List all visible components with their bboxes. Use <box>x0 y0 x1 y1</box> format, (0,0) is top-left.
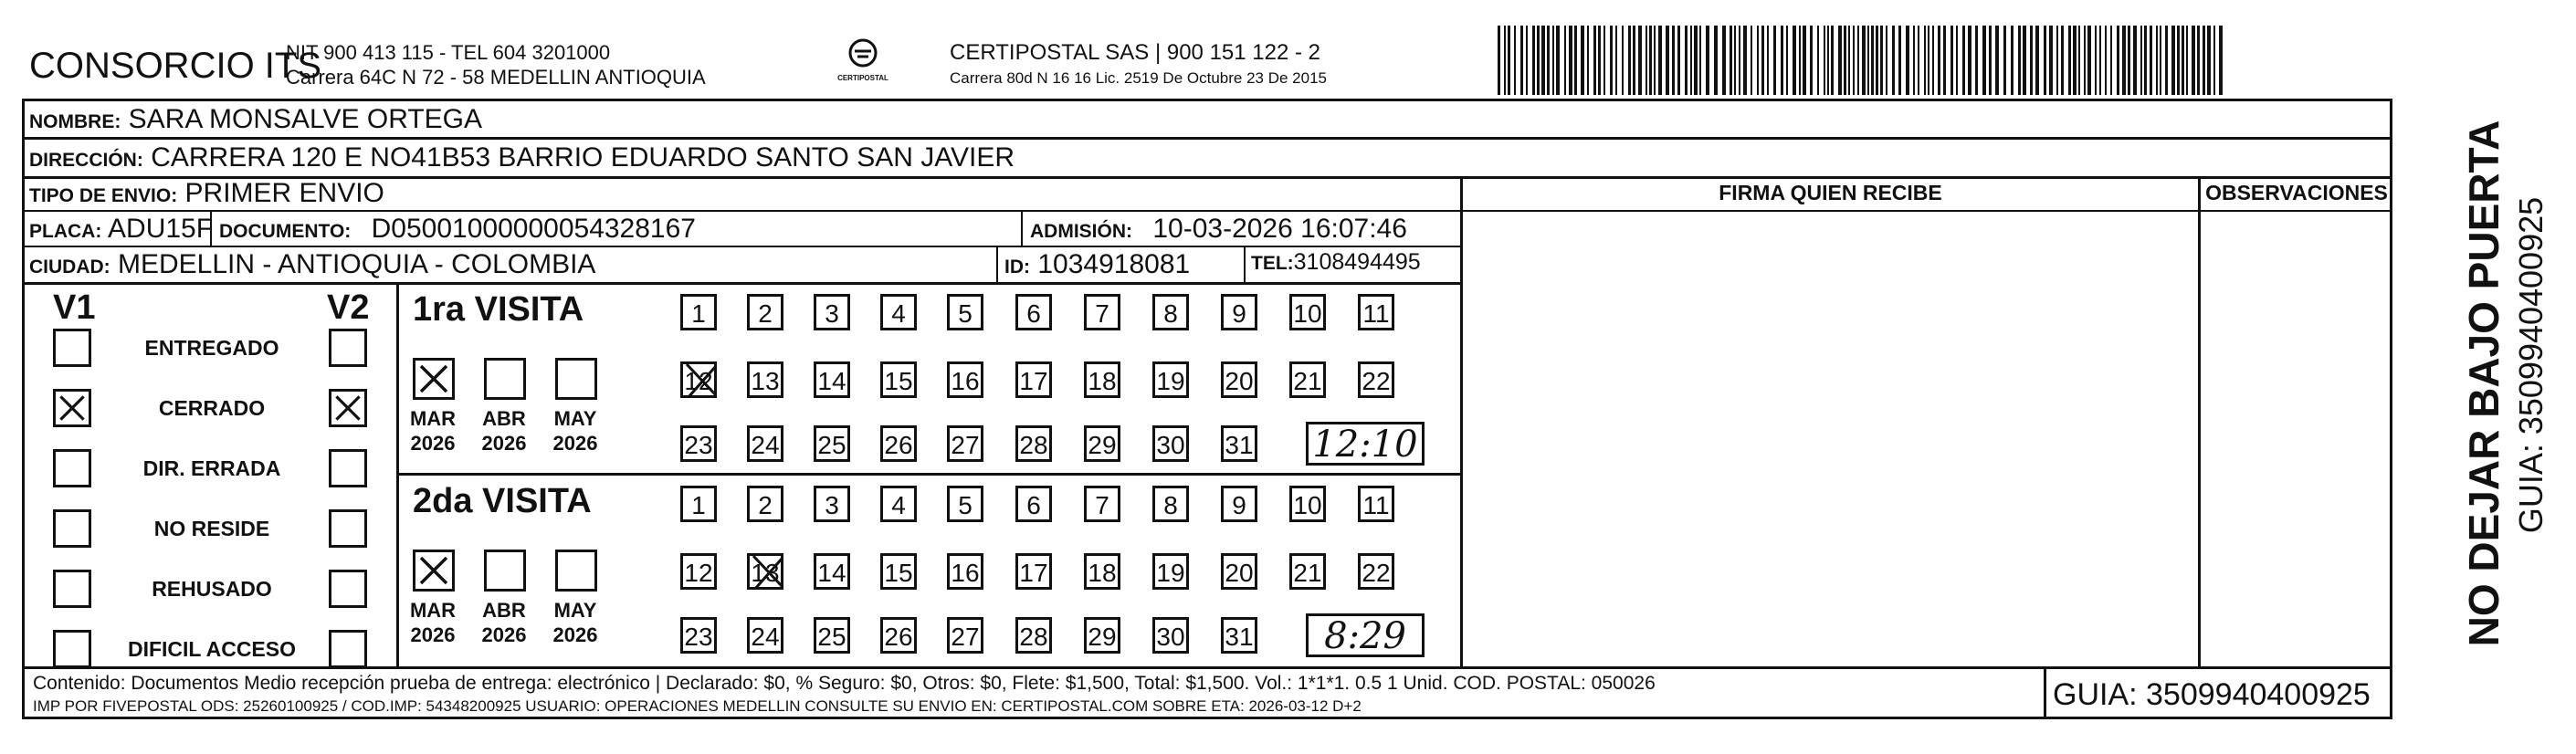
day-box[interactable]: 20 <box>1221 553 1257 590</box>
side-warning: NO DEJAR BAJO PUERTA <box>2460 120 2508 647</box>
day-box[interactable]: 7 <box>1084 294 1120 330</box>
document-number: D05001000000054328167 <box>371 214 696 244</box>
v2-checkbox[interactable] <box>329 389 367 427</box>
status-label: CERRADO <box>158 396 266 420</box>
day-box[interactable]: 26 <box>880 425 917 462</box>
day-box[interactable]: 21 <box>1289 553 1326 590</box>
company-address: Carrera 64C N 72 - 58 MEDELLIN ANTIOQUIA <box>286 66 706 89</box>
shipment-type: PRIMER ENVIO <box>184 178 384 208</box>
day-box[interactable]: 3 <box>814 486 850 522</box>
v2-checkbox[interactable] <box>329 329 367 367</box>
status-label: REHUSADO <box>152 577 272 601</box>
visit-title: 2da VISITA <box>413 482 592 520</box>
admission-date: 10-03-2026 16:07:46 <box>1152 214 1407 244</box>
day-box[interactable]: 5 <box>947 294 983 330</box>
day-box[interactable]: 8 <box>1152 486 1189 522</box>
year-label: 2026 <box>481 623 527 646</box>
day-box[interactable]: 9 <box>1221 486 1257 522</box>
v2-checkbox[interactable] <box>329 570 367 608</box>
carrier-detail: Carrera 80d N 16 16 Lic. 2519 De Octubre 23 De 2015 <box>950 69 1327 87</box>
day-box[interactable]: 26 <box>880 617 917 654</box>
year-label: 2026 <box>410 623 456 646</box>
ciudad-label: CIUDAD: <box>29 257 110 278</box>
v1-checkbox[interactable] <box>53 449 91 487</box>
id-label: ID: <box>1004 257 1030 278</box>
day-box[interactable]: 13 <box>747 553 783 590</box>
day-box[interactable]: 19 <box>1152 553 1189 590</box>
day-box[interactable]: 8 <box>1152 294 1189 330</box>
day-box[interactable]: 22 <box>1358 361 1394 398</box>
firma-header: FIRMA QUIEN RECIBE <box>1719 181 1942 204</box>
day-box[interactable]: 14 <box>814 361 850 398</box>
visit-title: 1ra VISITA <box>413 290 584 329</box>
status-label: NO RESIDE <box>153 517 270 540</box>
day-box[interactable]: 28 <box>1015 425 1052 462</box>
imp-text: IMP POR FIVEPOSTAL ODS: 25260100925 / COD.IMP: 54348200925 USUARIO: OPERACIONES MEDELLIN CONSULTE SU ENVIO EN: CERTIPOSTAL.COM SOBRE ETA: 2026-03-12 D+2 <box>33 697 1362 715</box>
day-box[interactable]: 16 <box>947 361 983 398</box>
month-label: ABR <box>482 599 526 622</box>
day-box[interactable]: 17 <box>1015 361 1052 398</box>
v1-checkbox[interactable] <box>53 570 91 608</box>
day-box[interactable]: 1 <box>680 294 717 330</box>
day-box[interactable]: 25 <box>814 425 850 462</box>
v1-checkbox[interactable] <box>53 389 91 427</box>
company-name: CONSORCIO ITS <box>29 46 322 86</box>
day-box[interactable]: 22 <box>1358 553 1394 590</box>
day-box[interactable]: 25 <box>814 617 850 654</box>
day-box[interactable]: 2 <box>747 486 783 522</box>
recipient-name: SARA MONSALVE ORTEGA <box>128 104 483 134</box>
day-box[interactable]: 20 <box>1221 361 1257 398</box>
handwritten-time: 12:10 <box>1312 424 1418 466</box>
day-box[interactable]: 2 <box>747 294 783 330</box>
day-box[interactable]: 11 <box>1358 486 1394 522</box>
day-box[interactable]: 19 <box>1152 361 1189 398</box>
day-box[interactable]: 31 <box>1221 617 1257 654</box>
v1-checkbox[interactable] <box>53 509 91 548</box>
day-box[interactable]: 17 <box>1015 553 1052 590</box>
contenido-text: Contenido: Documentos Medio recepción prueba de entrega: electrónico | Declarado: $0, % Seguro: $0, Otros: $0, Flete: $1,500, Total: $1,500. Vol.: 1*1*1. 0.5 1 Unid. COD. POSTAL: 050026 <box>33 673 1656 694</box>
tel-label: TEL: <box>1251 253 1294 274</box>
day-box[interactable]: 18 <box>1084 553 1120 590</box>
day-box[interactable]: 21 <box>1289 361 1326 398</box>
day-box[interactable]: 3 <box>814 294 850 330</box>
day-box[interactable]: 29 <box>1084 425 1120 462</box>
recipient-address: CARRERA 120 E NO41B53 BARRIO EDUARDO SANTO SAN JAVIER <box>151 142 1015 173</box>
month-checkbox[interactable] <box>555 550 597 592</box>
day-box[interactable]: 29 <box>1084 617 1120 654</box>
day-box[interactable]: 30 <box>1152 617 1189 654</box>
month-label: MAR <box>409 599 457 622</box>
day-box[interactable]: 27 <box>947 425 983 462</box>
v1-checkbox[interactable] <box>53 630 91 668</box>
v1-checkbox[interactable] <box>53 329 91 367</box>
nombre-label: NOMBRE: <box>29 111 121 132</box>
city: MEDELLIN - ANTIOQUIA - COLOMBIA <box>118 249 596 279</box>
day-box[interactable]: 15 <box>880 553 917 590</box>
year-label: 2026 <box>552 623 598 646</box>
day-box[interactable]: 24 <box>747 617 783 654</box>
day-box[interactable]: 7 <box>1084 486 1120 522</box>
day-box[interactable]: 18 <box>1084 361 1120 398</box>
day-box[interactable]: 4 <box>880 294 917 330</box>
day-box[interactable]: 5 <box>947 486 983 522</box>
year-label: 2026 <box>410 432 456 455</box>
handwritten-time: 8:29 <box>1324 615 1406 657</box>
day-box[interactable]: 10 <box>1289 486 1326 522</box>
day-box[interactable]: 23 <box>680 617 717 654</box>
day-box[interactable]: 12 <box>680 553 717 590</box>
footer-guia: GUIA: 3509940400925 <box>2053 677 2371 712</box>
day-box[interactable]: 23 <box>680 425 717 462</box>
month-checkbox[interactable] <box>555 358 597 400</box>
status-label: DIFICIL ACCESO <box>127 637 296 661</box>
direccion-label: DIRECCIÓN: <box>29 150 143 171</box>
day-box[interactable]: 16 <box>947 553 983 590</box>
month-label: MAY <box>553 407 597 430</box>
day-box[interactable]: 12 <box>680 361 717 398</box>
day-box[interactable]: 10 <box>1289 294 1326 330</box>
day-box[interactable]: 4 <box>880 486 917 522</box>
tipo-label: TIPO DE ENVIO: <box>29 185 178 206</box>
day-box[interactable]: 6 <box>1015 294 1052 330</box>
placa-label: PLACA: <box>29 221 102 242</box>
documento-label: DOCUMENTO: <box>219 221 352 242</box>
month-checkbox[interactable] <box>484 358 526 400</box>
recipient-phone: 3108494495 <box>1293 249 1421 275</box>
year-label: 2026 <box>481 432 527 455</box>
day-box[interactable]: 27 <box>947 617 983 654</box>
observaciones-header: OBSERVACIONES <box>2205 181 2388 204</box>
month-label: ABR <box>482 407 526 430</box>
day-box[interactable]: 9 <box>1221 294 1257 330</box>
month-label: MAR <box>409 407 457 430</box>
day-box[interactable]: 1 <box>680 486 717 522</box>
year-label: 2026 <box>552 432 598 455</box>
month-label: MAY <box>553 599 597 622</box>
v2-checkbox[interactable] <box>329 630 367 668</box>
v2-checkbox[interactable] <box>329 449 367 487</box>
day-box[interactable]: 6 <box>1015 486 1052 522</box>
day-box[interactable]: 14 <box>814 553 850 590</box>
company-nit: NIT 900 413 115 - TEL 604 3201000 <box>286 41 611 64</box>
logo-text: CERTIPOSTAL <box>837 74 888 82</box>
side-guia: GUIA: 3509940400925 <box>2512 196 2550 534</box>
v2-checkbox[interactable] <box>329 509 367 548</box>
month-checkbox[interactable] <box>484 550 526 592</box>
month-checkbox[interactable] <box>413 358 455 400</box>
admision-label: ADMISIÓN: <box>1030 221 1132 242</box>
day-box[interactable]: 24 <box>747 425 783 462</box>
certipostal-logo-icon <box>826 37 899 91</box>
day-box[interactable]: 11 <box>1358 294 1394 330</box>
barcode <box>1498 26 2228 95</box>
v2-header: V2 <box>327 288 370 327</box>
day-box[interactable]: 30 <box>1152 425 1189 462</box>
v1-header: V1 <box>53 288 96 327</box>
carrier-name: CERTIPOSTAL SAS | 900 151 122 - 2 <box>950 40 1320 65</box>
month-checkbox[interactable] <box>413 550 455 592</box>
day-box[interactable]: 15 <box>880 361 917 398</box>
status-label: ENTREGADO <box>144 336 279 360</box>
status-label: DIR. ERRADA <box>142 456 281 480</box>
day-box[interactable]: 13 <box>747 361 783 398</box>
day-box[interactable]: 28 <box>1015 617 1052 654</box>
time-box[interactable] <box>1306 613 1425 657</box>
time-box[interactable] <box>1306 422 1425 466</box>
recipient-id: 1034918081 <box>1037 249 1191 279</box>
day-box[interactable]: 31 <box>1221 425 1257 462</box>
plate: ADU15F <box>108 214 214 244</box>
